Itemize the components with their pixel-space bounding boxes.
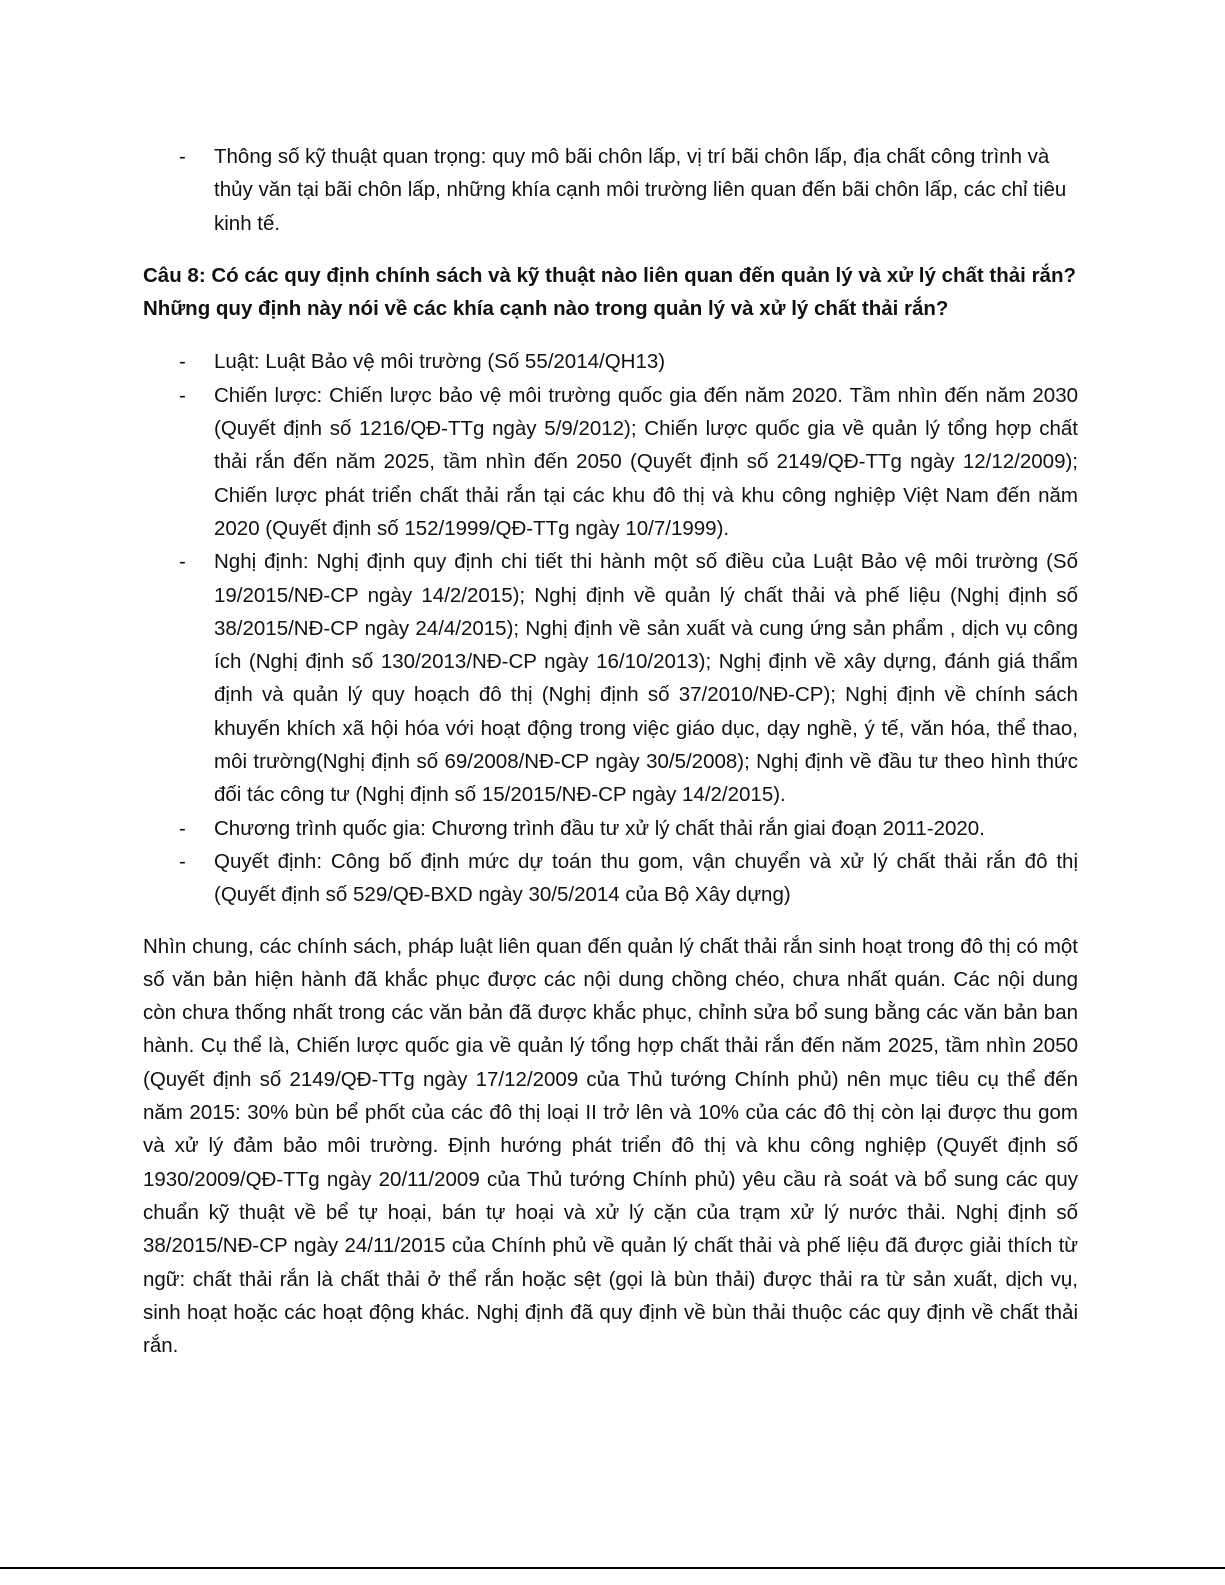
bullet-dash: -	[179, 849, 186, 873]
list-item	[143, 812, 1078, 845]
bullet-dash: -	[179, 816, 186, 840]
list-item	[143, 345, 1078, 378]
list-item-text: Chương trình quốc gia: Chương trình đầu tư xử lý chất thải rắn giai đoạn 2011-2020.	[214, 816, 985, 840]
summary-paragraph: Nhìn chung, các chính sách, pháp luật liên quan đến quản lý chất thải rắn sinh hoạt trong đô thị có một số văn bản hiện hành đã khắc phục được các nội dung chồng chéo, chưa nhất quán. Các nội dung còn chưa thống nhất trong các văn bản đã được khắc phục, chỉnh sửa bổ sung bằng các văn bản ban hành. Cụ thể là, Chiến lược quốc gia về quản lý tổng hợp chất thải rắn đến năm 2025, tầm nhìn 2050 (Quyết định số 2149/QĐ-TTg ngày 17/12/2009 của Thủ tướng Chính phủ) nên mục tiêu cụ thể đến năm 2015: 30% bùn bể phốt của các đô thị loại II trở lên và 10% của các đô thị còn lại được thu gom và xử lý đảm bảo môi trường. Định hướng phát triển đô thị và khu công nghiệp (Quyết định số 1930/2009/QĐ-TTg ngày 20/11/2009 của Thủ tướng Chính phủ) yêu cầu rà soát và bổ sung các quy chuẩn kỹ thuật về bể tự hoại, bán tự hoại và xử lý cặn của trạm xử lý nước thải. Nghị định số 38/2015/NĐ-CP ngày 24/11/2015 của Chính phủ về quản lý chất thải và phế liệu đã được giải thích từ ngữ: chất thải rắn là chất thải ở thể rắn hoặc sệt (gọi là bùn thải) được thải ra từ sản xuất, dịch vụ, sinh hoạt hoặc các hoạt động khác. Nghị định đã quy định về bùn thải thuộc các quy định về chất thải rắn.	[143, 934, 1078, 1358]
list-item-text: Thông số kỹ thuật quan trọng: quy mô bãi chôn lấp, vị trí bãi chôn lấp, địa chất công trình và thủy văn tại bãi chôn lấp, những khía cạnh môi trường liên quan đến bãi chôn lấp, các chỉ tiêu kinh tế.	[214, 145, 1067, 235]
list-item	[143, 845, 1078, 912]
list-item-text: Quyết định: Công bố định mức dự toán thu gom, vận chuyển và xử lý chất thải rắn đô thị (Quyết định số 529/QĐ-BXD ngày 30/5/2014 của Bộ Xây dựng)	[214, 849, 1078, 907]
bullet-dash: -	[179, 350, 186, 374]
list-item	[143, 545, 1078, 811]
list-item	[143, 140, 1078, 240]
intro-bullet-list	[143, 140, 1078, 240]
question-heading: Câu 8: Có các quy định chính sách và kỹ thuật nào liên quan đến quản lý và xử lý chất thải rắn? Những quy định này nói về các khía cạnh nào trong quản lý và xử lý chất thải rắn?	[143, 263, 1076, 321]
document-page	[143, 140, 1078, 1362]
bullet-dash: -	[179, 145, 186, 168]
page-bottom-border	[0, 1567, 1225, 1569]
bullet-dash: -	[179, 550, 186, 574]
answer-bullet-list	[143, 345, 1078, 911]
list-item-text: Nghị định: Nghị định quy định chi tiết thi hành một số điều của Luật Bảo vệ môi trường (Số 19/2015/NĐ-CP ngày 14/2/2015); Nghị định về quản lý chất thải và phế liệu (Nghị định số 38/2015/NĐ-CP ngày 24/4/2015); Nghị định về sản xuất và cung ứng sản phẩm , dịch vụ công ích (Nghị định số 130/2013/NĐ-CP ngày 16/10/2013); Nghị định về xây dựng, đánh giá thẩm định và quản lý quy hoạch đô thị (Nghị định số 37/2010/NĐ-CP); Nghị định về chính sách khuyến khích xã hội hóa với hoạt động trong việc giáo dục, dạy nghề, ý tế, văn hóa, thể thao, môi trường(Nghị định số 69/2008/NĐ-CP ngày 30/5/2008); Nghị định về đầu tư theo hình thức đối tác công tư (Nghị định số 15/2015/NĐ-CP ngày 14/2/2015).	[214, 550, 1078, 807]
list-item-text: Luật: Luật Bảo vệ môi trường (Số 55/2014/QH13)	[214, 350, 666, 374]
bullet-dash: -	[179, 383, 186, 407]
list-item-text: Chiến lược: Chiến lược bảo vệ môi trường quốc gia đến năm 2020. Tầm nhìn đến năm 2030 (Quyết định số 1216/QĐ-TTg ngày 5/9/2012); Chiến lược quốc gia về quản lý tổng hợp chất thải rắn đến năm 2025, tầm nhìn đến 2050 (Quyết định số 2149/QĐ-TTg ngày 12/12/2009); Chiến lược phát triển chất thải rắn tại các khu đô thị và khu công nghiệp Việt Nam đến năm 2020 (Quyết định số 152/1999/QĐ-TTg ngày 10/7/1999).	[214, 383, 1078, 540]
list-item	[143, 379, 1078, 545]
